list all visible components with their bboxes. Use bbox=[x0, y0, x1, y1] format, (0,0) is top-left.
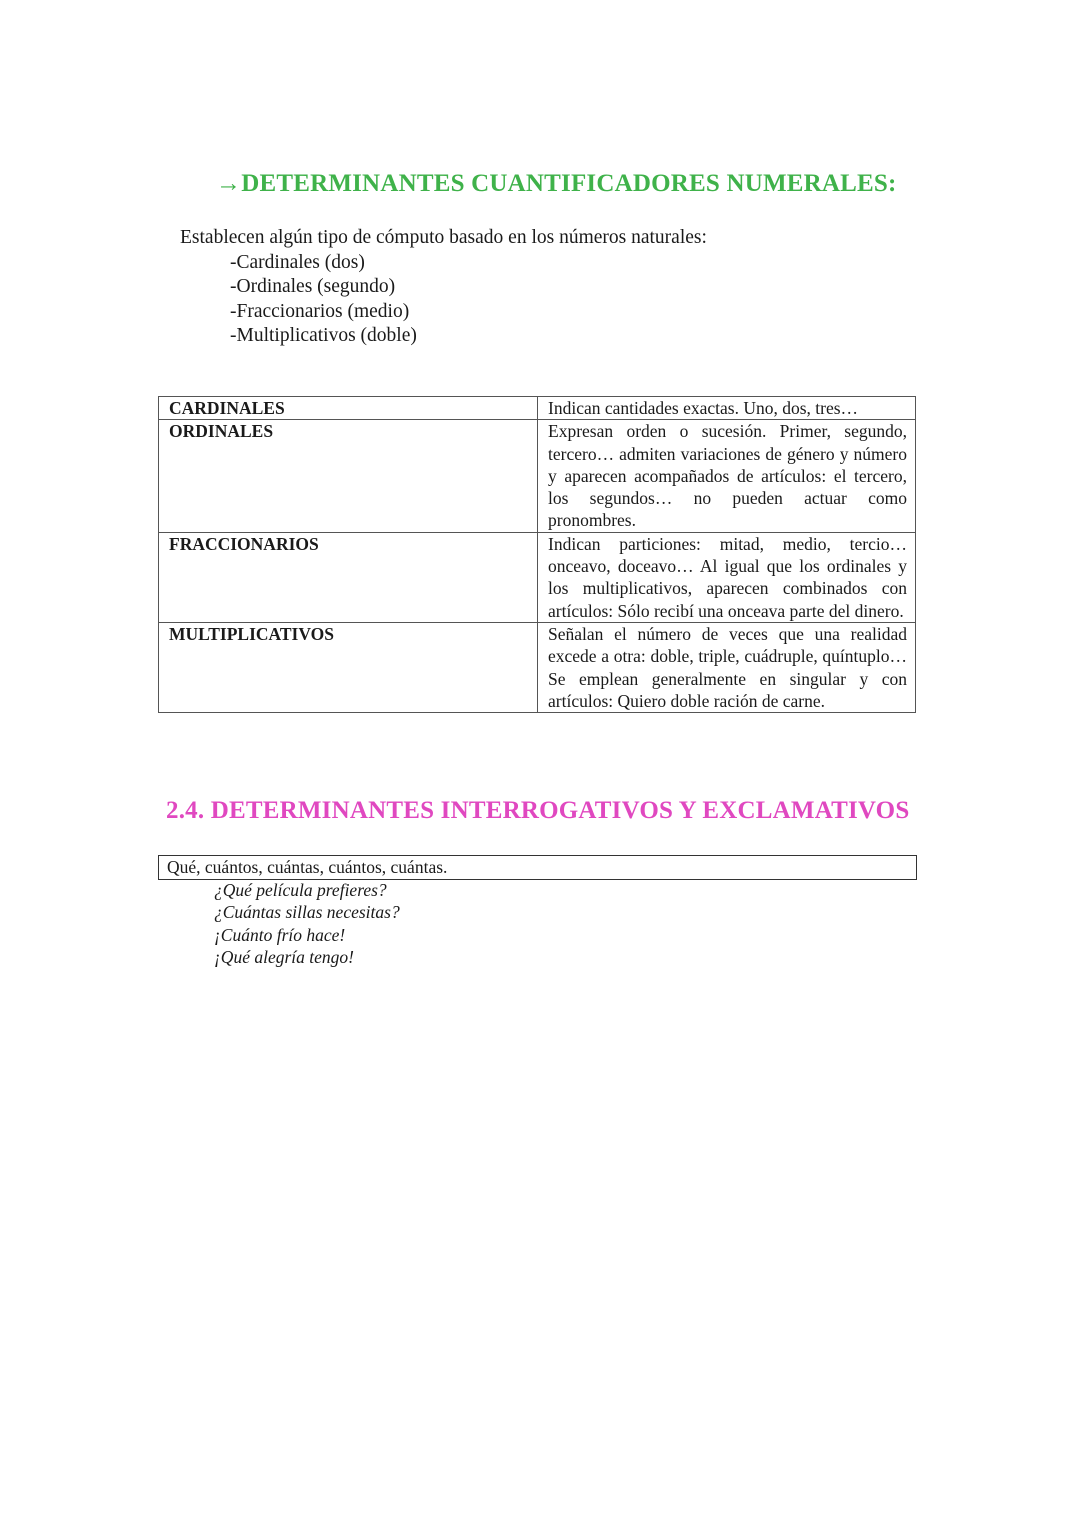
description-cell: Indican cantidades exactas. Uno, dos, tres… bbox=[538, 397, 916, 420]
intro-text: Establecen algún tipo de cómputo basado en los números naturales: bbox=[180, 227, 707, 248]
arrow-icon: → bbox=[216, 170, 242, 197]
numerales-table bbox=[158, 396, 916, 713]
determinants-box: Qué, cuántos, cuántas, cuántos, cuántas. bbox=[158, 855, 917, 880]
example-sentence: ¿Cuántas sillas necesitas? bbox=[214, 902, 400, 923]
list-item: -Cardinales (dos) bbox=[230, 251, 365, 273]
example-sentence: ¿Qué película prefieres? bbox=[214, 880, 387, 900]
term-cell: FRACCIONARIOS bbox=[159, 532, 538, 622]
table-row bbox=[159, 420, 916, 532]
term-cell: CARDINALES bbox=[159, 397, 538, 420]
section-title: DETERMINANTES CUANTIFICADORES NUMERALES: bbox=[241, 170, 897, 197]
section-heading-numerales bbox=[216, 170, 897, 198]
table-row bbox=[159, 397, 916, 420]
list-item: -Ordinales (segundo) bbox=[230, 276, 396, 297]
term-cell: MULTIPLICATIVOS bbox=[159, 622, 538, 712]
example-sentence: ¡Qué alegría tengo! bbox=[214, 946, 354, 967]
table-row bbox=[159, 622, 916, 712]
table-row bbox=[159, 532, 916, 622]
list-item: -Fraccionarios (medio) bbox=[230, 300, 410, 322]
description-cell: Señalan el número de veces que una realidad excede a otra: doble, triple, cuádruple, quíntuplo… Se emplean generalmente en singular y con artículos: Quiero doble ración de carne. bbox=[538, 622, 916, 712]
term-cell: ORDINALES bbox=[159, 420, 538, 532]
intro-block bbox=[180, 226, 707, 349]
example-sentence: ¡Cuánto frío hace! bbox=[214, 924, 346, 945]
examples-list bbox=[214, 879, 400, 968]
description-cell: Expresan orden o sucesión. Primer, segundo, tercero… admiten variaciones de género y número y aparecen acompañados de artículos: el tercero, los segundos… no pueden actuar como pronombres. bbox=[538, 420, 916, 532]
description-cell: Indican particiones: mitad, medio, tercio… onceavo, doceavo… Al igual que los ordinales y los multiplicativos, aparecen combinados con artículos: Sólo recibí una onceava parte del dinero. bbox=[538, 532, 916, 622]
list-item: -Multiplicativos (doble) bbox=[230, 325, 417, 346]
section-heading-interrogativos: 2.4. DETERMINANTES INTERROGATIVOS Y EXCLAMATIVOS bbox=[166, 797, 910, 824]
